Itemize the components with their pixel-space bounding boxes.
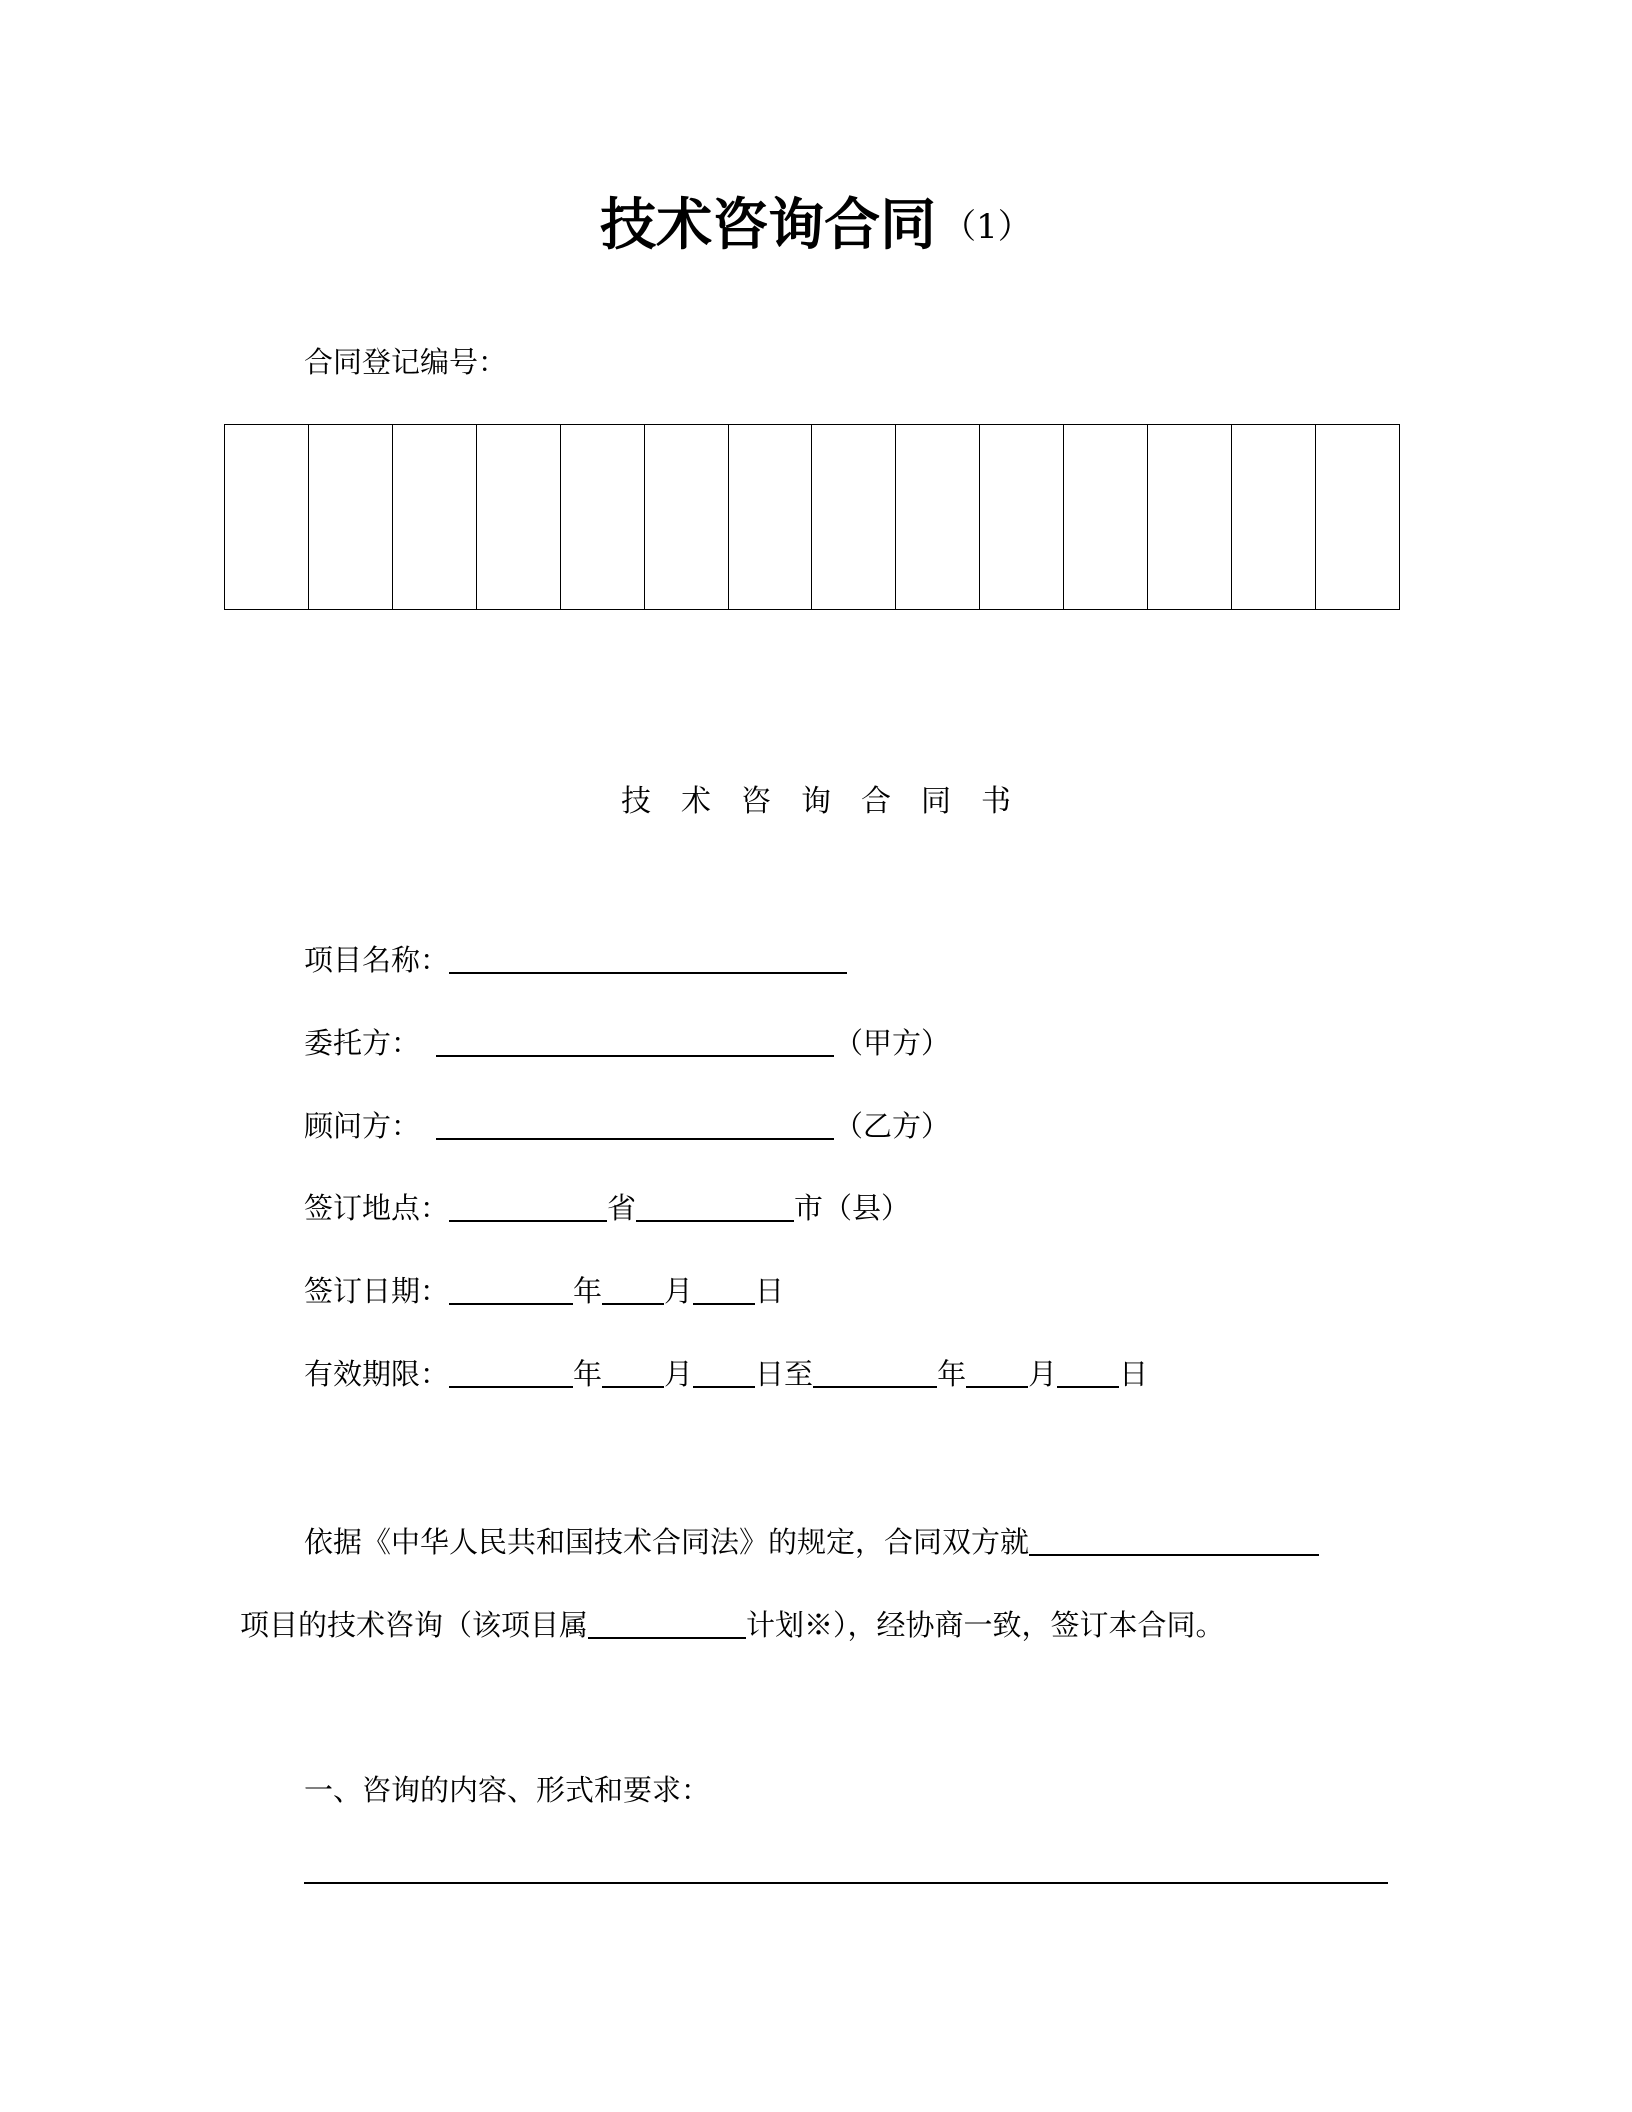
day-to-label: 日至 [755,1357,814,1391]
registration-label: 合同登记编号： [304,345,508,379]
city-label: 市（县） [794,1191,911,1225]
client-suffix: （甲方） [834,1026,951,1060]
day-label: 日 [755,1274,785,1308]
registration-cell[interactable] [1316,425,1399,609]
consultant-suffix: （乙方） [834,1109,951,1143]
title-text: 技术咨询合同 [600,193,937,258]
province-blank[interactable] [449,1190,607,1222]
year-label: 年 [937,1357,967,1391]
validity-row [304,1354,1148,1394]
year-label: 年 [573,1357,603,1391]
signing-date-row [304,1271,784,1311]
basis-text-1: 依据《中华人民共和国技术合同法》的规定，合同双方就 [304,1525,1030,1559]
project-name-row [304,940,847,980]
province-label: 省 [607,1191,637,1225]
registration-cell[interactable] [1232,425,1316,609]
basis-line-2 [240,1605,1225,1645]
signing-date-label: 签订日期： [304,1274,450,1308]
from-day-blank[interactable] [693,1356,755,1388]
registration-cell[interactable] [1148,425,1232,609]
registration-cell[interactable] [309,425,393,609]
consultant-row [304,1106,950,1146]
basis-text-2b: 计划※），经协商一致，签订本合同。 [746,1608,1225,1642]
city-blank[interactable] [636,1190,794,1222]
validity-label: 有效期限： [304,1357,450,1391]
month-label: 月 [664,1274,694,1308]
month-label: 月 [664,1357,694,1391]
registration-number-grid [224,424,1400,610]
registration-cell[interactable] [896,425,980,609]
registration-cell[interactable] [812,425,896,609]
contract-subtitle: 技术咨询合同书 [621,784,1041,819]
registration-cell[interactable] [393,425,477,609]
project-name-label: 项目名称： [304,943,450,977]
to-year-blank[interactable] [813,1356,937,1388]
to-day-blank[interactable] [1057,1356,1119,1388]
signing-place-label: 签订地点： [304,1191,450,1225]
to-month-blank[interactable] [966,1356,1028,1388]
month-label: 月 [1028,1357,1058,1391]
from-year-blank[interactable] [449,1356,573,1388]
sign-day-blank[interactable] [693,1273,755,1305]
basis-text-2a: 项目的技术咨询（该项目属 [240,1608,589,1642]
client-blank[interactable] [436,1025,834,1057]
sign-month-blank[interactable] [602,1273,664,1305]
client-row [304,1023,950,1063]
basis-line-1 [304,1522,1319,1562]
day-label: 日 [1119,1357,1149,1391]
year-label: 年 [573,1274,603,1308]
project-name-blank[interactable] [449,942,847,974]
sign-year-blank[interactable] [449,1273,573,1305]
registration-cell[interactable] [225,425,309,609]
client-label: 委托方： [304,1026,421,1060]
consultant-blank[interactable] [436,1108,834,1140]
title-suffix: （1） [942,207,1032,247]
from-month-blank[interactable] [602,1356,664,1388]
registration-cell[interactable] [1064,425,1148,609]
consultant-label: 顾问方： [304,1109,421,1143]
section-1-fill-line[interactable] [304,1882,1388,1884]
section-1-heading: 一、咨询的内容、形式和要求： [304,1773,711,1807]
signing-place-row [304,1188,910,1228]
plan-blank[interactable] [588,1607,746,1639]
registration-cell[interactable] [729,425,813,609]
registration-cell[interactable] [477,425,561,609]
registration-cell[interactable] [561,425,645,609]
registration-cell[interactable] [980,425,1064,609]
document-title [0,190,1632,263]
registration-cell[interactable] [645,425,729,609]
project-topic-blank[interactable] [1029,1524,1319,1556]
